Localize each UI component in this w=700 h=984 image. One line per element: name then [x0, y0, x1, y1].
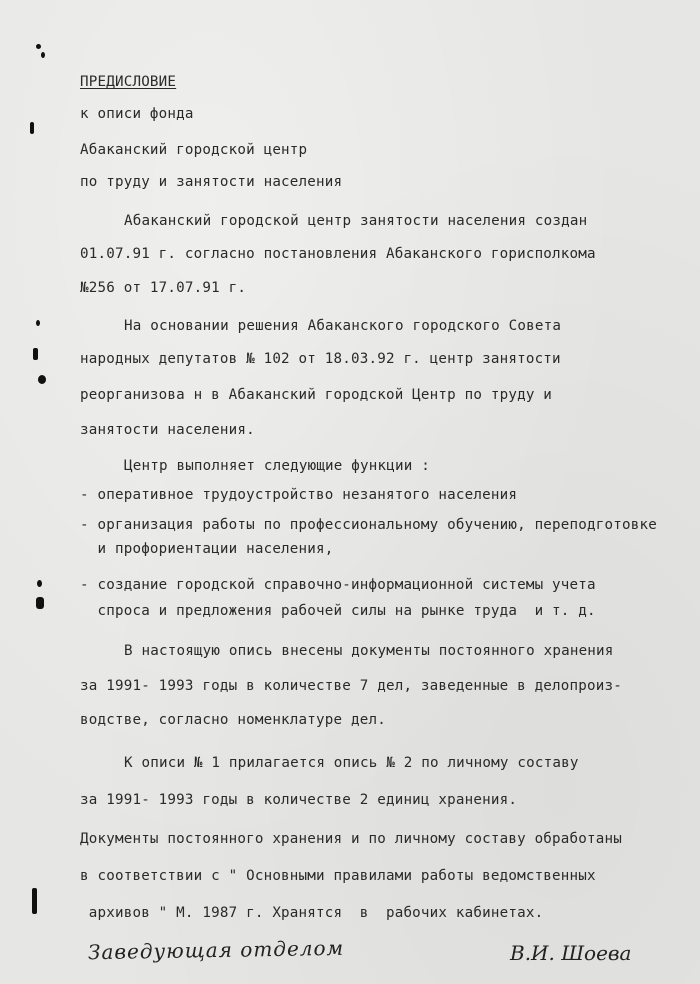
subheading-line: Абаканский городской центр [80, 142, 308, 158]
paragraph-line: за 1991- 1993 годы в количестве 2 единиц хранения. [80, 792, 518, 808]
signature-title: Заведующая отделом [87, 935, 345, 965]
subheading-line: к описи фонда [80, 106, 194, 122]
paragraph-line: архивов " М. 1987 г. Хранятся в рабочих кабинетах. [80, 905, 544, 921]
paragraph-line: народных депутатов № 102 от 18.03.92 г. центр занятости [80, 351, 561, 367]
paragraph-line: №256 от 17.07.91 г. [80, 280, 247, 296]
paragraph-line: В настоящую опись внесены документы постоянного хранения [124, 643, 614, 659]
function-item: спроса и предложения рабочей силы на рынке труда и т. д. [80, 603, 596, 619]
paragraph-line: Абаканский городской центр занятости населения создан [124, 213, 588, 229]
scan-mark [32, 888, 37, 914]
function-item: и профориентации населения, [80, 541, 334, 557]
paragraph-line: На основании решения Абаканского городского Совета [124, 318, 562, 334]
scan-mark [30, 122, 34, 134]
scan-mark [36, 44, 41, 49]
paragraph-line: в соответствии с " Основными правилами работы ведомственных [80, 868, 596, 884]
function-item: - оперативное трудоустройство незанятого населения [80, 487, 518, 503]
scan-mark [33, 348, 38, 360]
paragraph-line: водстве, согласно номенклатуре дел. [80, 712, 386, 728]
paragraph-line: 01.07.91 г. согласно постановления Абаканского горисполкома [80, 246, 596, 262]
scan-mark [36, 597, 44, 609]
function-item: - создание городской справочно-информационной системы учета [80, 577, 596, 593]
subheading-line: по труду и занятости населения [80, 174, 343, 190]
function-item: - организация работы по профессиональному обучению, переподготовке [80, 517, 657, 533]
signature-name: В.И. Шоева [510, 941, 632, 965]
scan-mark [36, 320, 40, 326]
scan-mark [38, 375, 46, 384]
document-heading: ПРЕДИСЛОВИЕ [80, 74, 177, 90]
paragraph-line: Документы постоянного хранения и по личному составу обработаны [80, 831, 622, 847]
functions-intro: Центр выполняет следующие функции : [124, 458, 430, 474]
paragraph-line: К описи № 1 прилагается опись № 2 по личному составу [124, 755, 579, 771]
paragraph-line: занятости населения. [80, 422, 255, 438]
scan-mark [37, 580, 42, 587]
paragraph-line: реорганизова н в Абаканский городской Центр по труду и [80, 387, 553, 403]
paragraph-line: за 1991- 1993 годы в количестве 7 дел, заведенные в делопроиз- [80, 678, 622, 694]
scan-mark [41, 52, 45, 58]
